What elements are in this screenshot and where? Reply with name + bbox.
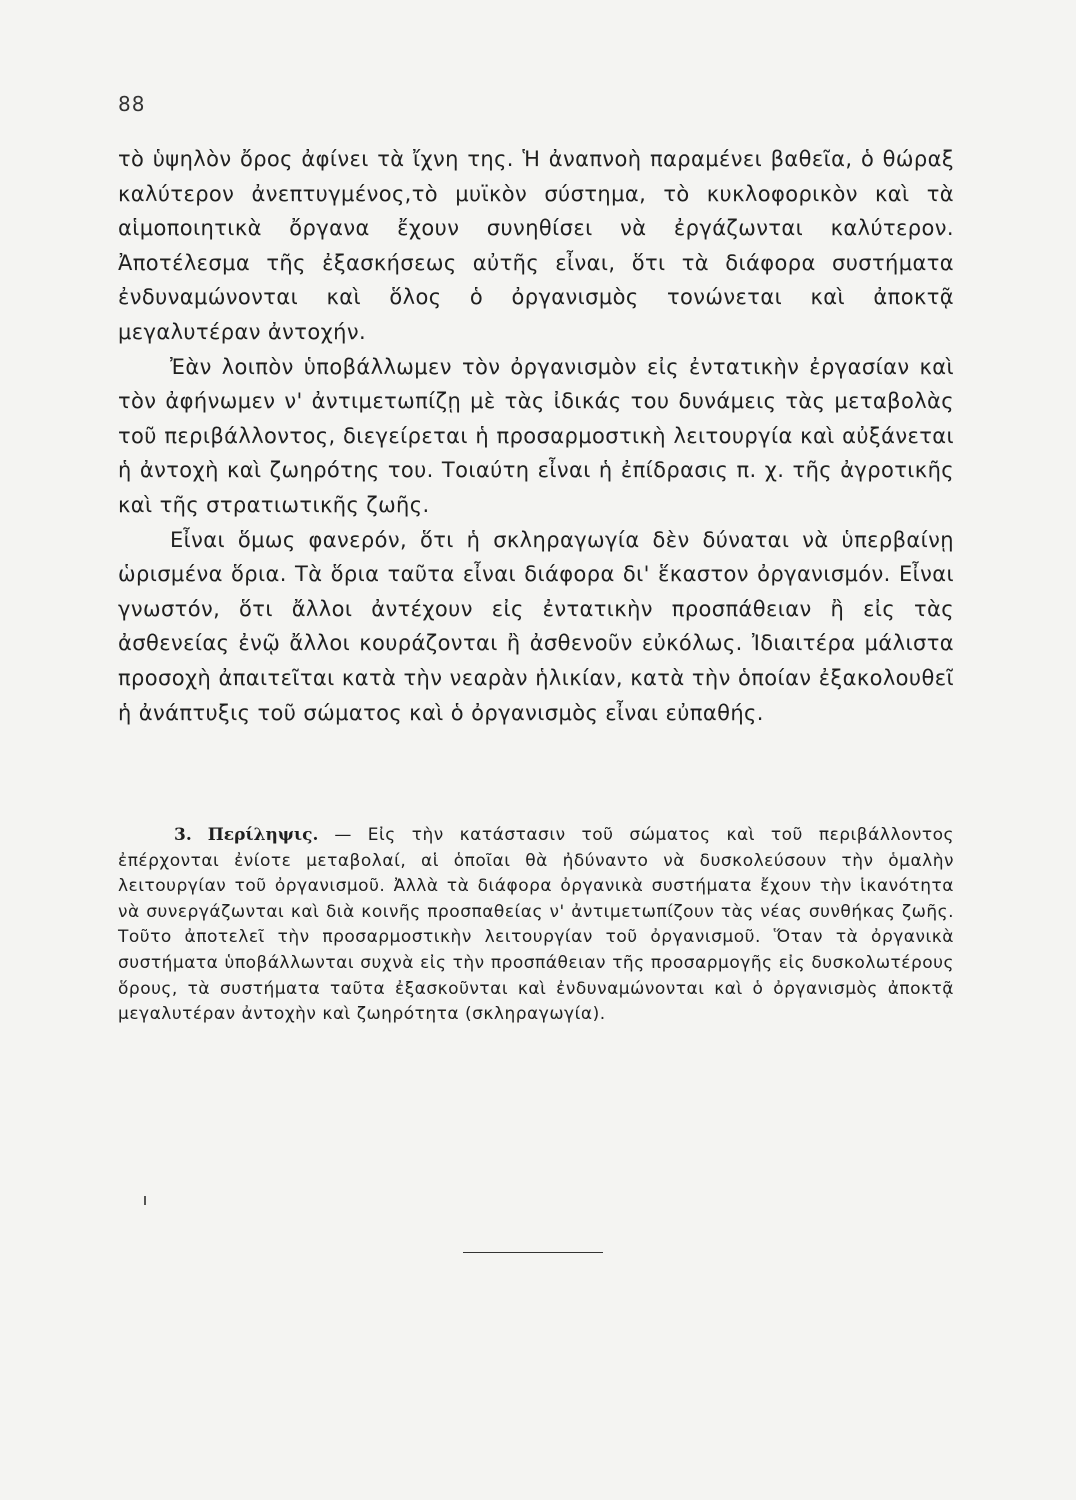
summary-section <box>118 823 954 1028</box>
paragraph: τὸ ὑψηλὸν ὄρος ἀφίνει τὰ ἴχνη της. Ἡ ἀναπνοὴ παραμένει βαθεῖα, ὁ θώραξ καλύτερον ἀνεπτυγμένος,τὸ μυϊκὸν σύστημα, τὸ κυκλοφορικὸν καὶ τὰ αἱμοποιητικὰ ὄργανα ἔχουν συνηθίσει νὰ ἐργάζωνται καλύτερον. Ἀποτέλεσμα τῆς ἐξασκήσεως αὐτῆς εἶναι, ὅτι τὰ διάφορα συστήματα ἐνδυναμώνονται καὶ ὅλος ὁ ὀργανισμὸς τονώνεται καὶ ἀποκτᾷ μεγαλυτέραν ἀντοχήν. <box>118 147 954 344</box>
paragraph: Ἐὰν λοιπὸν ὑποβάλλωμεν τὸν ὀργανισμὸν εἰς ἐντατικὴν ἐργασίαν καὶ τὸν ἀφήνωμεν ν' ἀντιμετωπίζῃ μὲ τὰς ἰδικάς του δυνάμεις τὰς μεταβολὰς τοῦ περιβάλλοντος, διεγείρεται ἡ προσαρμοστικὴ λειτουργία καὶ αὐξάνεται ἡ ἀντοχὴ καὶ ζωηρότης του. Τοιαύτη εἶναι ἡ ἐπίδρασις π. χ. τῆς ἀγροτικῆς καὶ τῆς στρατιωτικῆς ζωῆς. <box>118 354 954 517</box>
paragraph: Εἶναι ὅμως φανερόν, ὅτι ἡ σκληραγωγία δὲν δύναται νὰ ὑπερβαίνῃ ὡρισμένα ὅρια. Τὰ ὅρια ταῦτα εἶναι διάφορα δι' ἕκαστον ὀργανισμόν. Εἶναι γνωστόν, ὅτι ἄλλοι ἀντέχουν εἰς ἐντατικὴν προσπάθειαν ἢ εἰς τὰς ἀσθενείας ἐνῷ ἄλλοι κουράζονται ἢ ἀσθενοῦν εὐκόλως. Ἰδιαιτέρα μάλιστα προσοχὴ ἀπαιτεῖται κατὰ τὴν νεαρὰν ἡλικίαν, κατὰ τὴν ὁποίαν ἐξακολουθεῖ ἡ ἀνάπτυξις τοῦ σώματος καὶ ὁ ὀργανισμὸς εἶναι εὐπαθής. <box>118 527 954 725</box>
page-number: 88 <box>118 92 146 116</box>
summary-text: — Εἰς τὴν κατάστασιν τοῦ σώματος καὶ τοῦ περιβάλλοντος ἐπέρχονται ἐνίοτε μεταβολαί, αἱ ὁποῖαι θὰ ἠδύναντο νὰ δυσκολεύσουν τὴν ὁμαλὴν λειτουργίαν τοῦ ὀργανισμοῦ. Ἀλλὰ τὰ διάφορα ὀργανικὰ συστήματα ἔχουν τὴν ἱκανότητα νὰ συνεργάζωνται καὶ διὰ κοινῆς προσπαθείας ν' ἀντιμετωπίζουν τὰς νέας συνθήκας ζωῆς. Τοῦτο ἀποτελεῖ τὴν προσαρμοστικὴν λειτουργίαν τοῦ ὀργανισμοῦ. Ὅταν τὰ ὀργανικὰ συστήματα ὑποβάλλωνται συχνὰ εἰς τὴν προσπάθειαν τῆς προσαρμογῆς εἰς δυσκολωτέρους ὅρους, τὰ συστήματα ταῦτα ἐξασκοῦνται καὶ ἐνδυναμώνονται καὶ ὁ ὀργανισμὸς ἀποκτᾷ μεγαλυτέραν ἀντοχὴν καὶ ζωηρότητα (σκληραγωγία). <box>118 825 954 1025</box>
main-text <box>118 142 954 730</box>
summary-heading: 3. Περίληψις. <box>174 825 319 845</box>
end-rule <box>463 1252 603 1253</box>
print-speck <box>144 1196 146 1205</box>
summary-paragraph <box>118 823 954 1028</box>
